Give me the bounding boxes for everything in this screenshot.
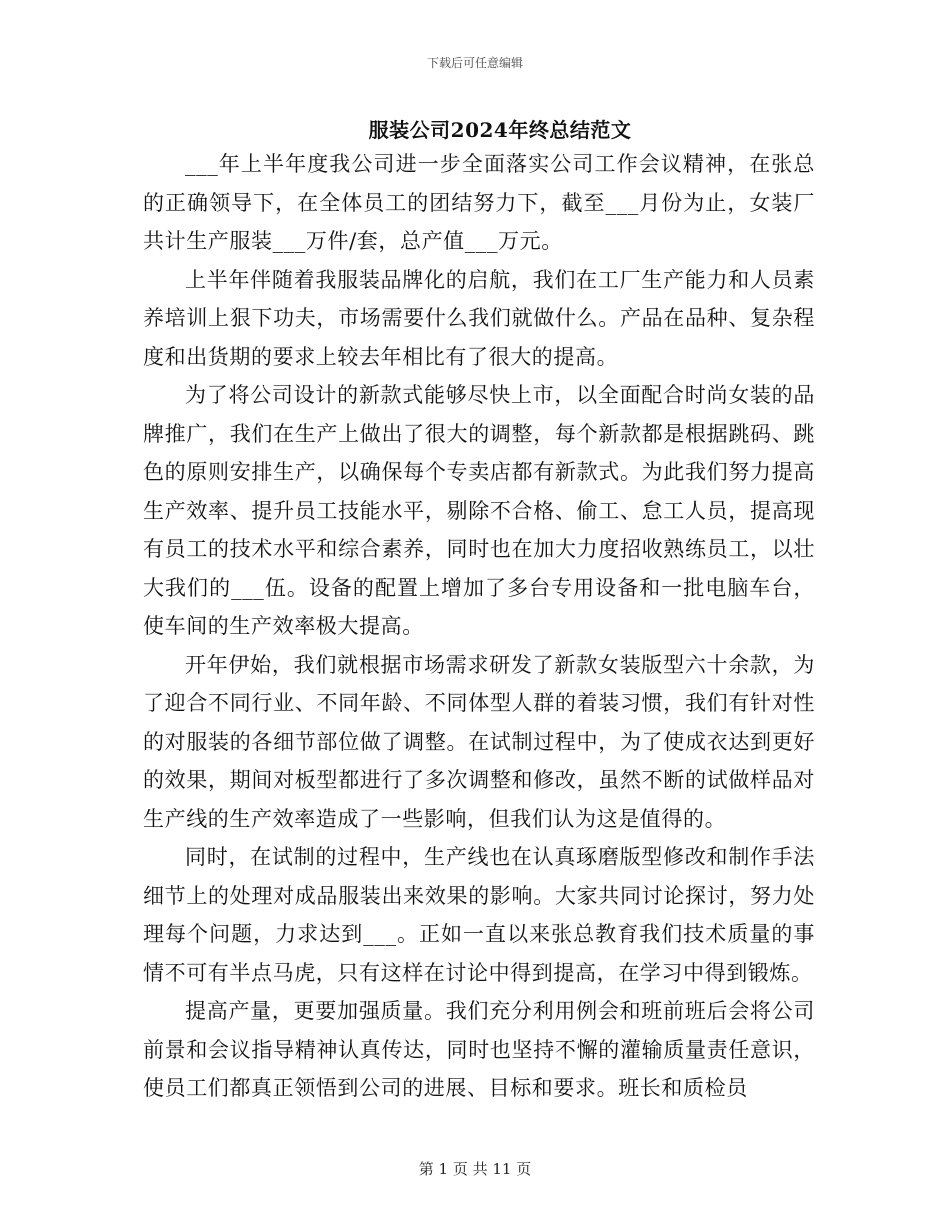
- paragraph-4: 开年伊始，我们就根据市场需求研发了新款女装版型六十余款，为了迎合不同行业、不同年龄、不同体型人群的着装习惯，我们有针对性的对服装的各细节部位做了调整。在试制过程中，为了使成衣达到更好的效果，期间对板型都进行了多次调整和修改，虽然不断的试做样品对生产线的生产效率造成了一些影响，但我们认为这是值得的。: [143, 652, 815, 831]
- paragraph-3: 为了将公司设计的新款式能够尽快上市，以全面配合时尚女装的品牌推广，我们在生产上做出了很大的调整，每个新款都是根据跳码、跳色的原则安排生产，以确保每个专卖店都有新款式。为此我们努力提高生产效率、提升员工技能水平，剔除不合格、偷工、怠工人员，提高现有员工的技术水平和综合素养，同时也在加大力度招收熟练员工，以壮大我们的___伍。设备的配置上增加了多台专用设备和一批电脑车台，使车间的生产效率极大提高。: [143, 383, 815, 638]
- paragraph-5: 同时，在试制的过程中，生产线也在认真琢磨版型修改和制作手法细节上的处理对成品服装出来效果的影响。大家共同讨论探讨，努力处理每个问题，力求达到___。正如一直以来张总教育我们技术质量的事情不可有半点马虎，只有这样在讨论中得到提高，在学习中得到锻炼。: [143, 845, 815, 985]
- download-note: 下载后可任意编辑: [426, 56, 523, 70]
- paragraph-2: 上半年伴随着我服装品牌化的启航，我们在工厂生产能力和人员素养培训上狠下功夫，市场需要什么我们就做什么。产品在品种、复杂程度和出货期的要求上较去年相比有了很大的提高。: [143, 267, 815, 369]
- page-number: 第 1 页 共 11 页: [418, 1160, 532, 1178]
- paragraph-6: 提高产量，更要加强质量。我们充分利用例会和班前班后会将公司前景和会议指导精神认真传达，同时也坚持不懈的灌输质量责任意识，使员工们都真正领悟到公司的进展、目标和要求。班长和质检员: [143, 999, 815, 1100]
- paragraph-1: ___年上半年度我公司进一步全面落实公司工作会议精神，在张总的正确领导下，在全体员工的团结努力下，截至___月份为止，女装厂共计生产服装___万件/套，总产值___万元。: [143, 152, 815, 253]
- document-title: 服装公司2024年终总结范文: [368, 118, 632, 142]
- document-body: [143, 145, 815, 1108]
